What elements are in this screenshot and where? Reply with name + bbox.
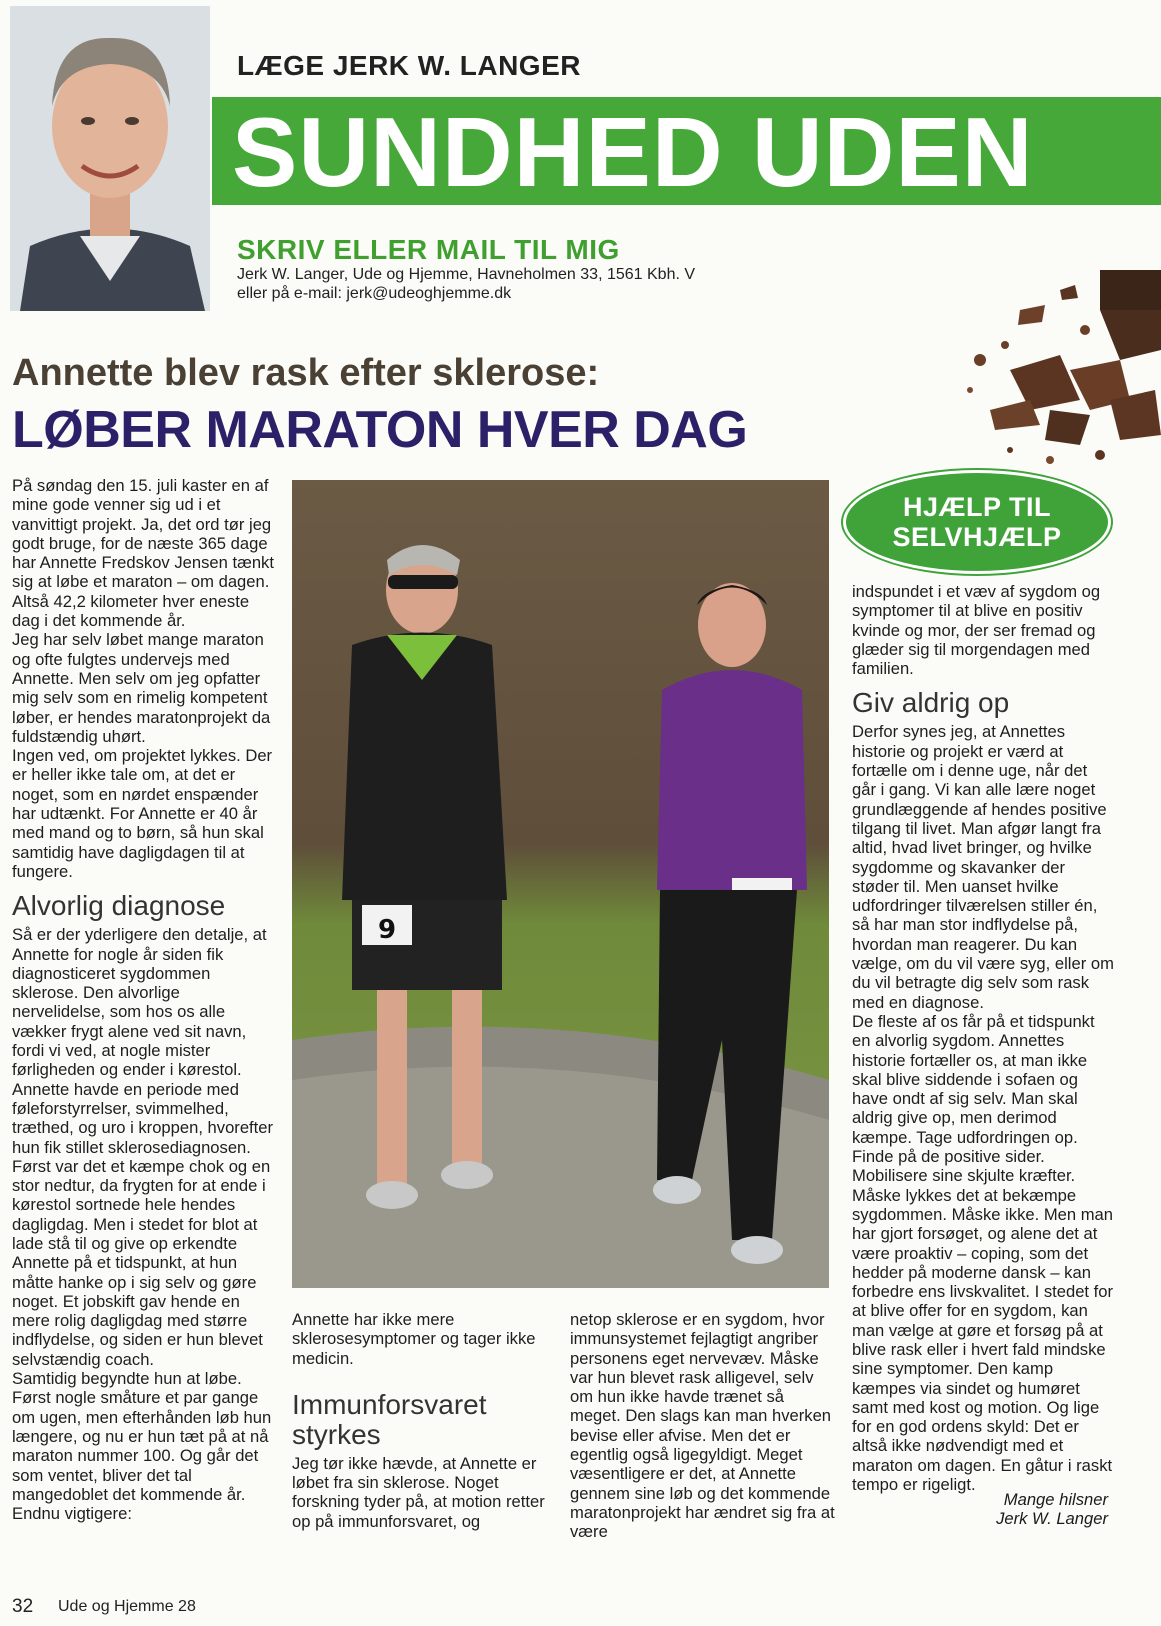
paragraph: Jeg tør ikke hævde, at Annette er løbet fra sin sklerose. Noget forskning tyder på, at motion retter op på immunforsvaret, og: [292, 1453, 545, 1531]
paragraph: Samtidig begyndte hun at løbe. Først nogle småture et par gange om ugen, men efterhånden løb hun længere, og nu er hun tæt på at nå maraton nummer 100. Og går det som ventet, bliver det tal mangedoblet det kommende år. Endnu vigtigere:: [12, 1369, 272, 1524]
subheading-alvorlig-diagnose: Alvorlig diagnose: [12, 890, 226, 922]
help-badge: [843, 470, 1111, 574]
paragraph: De fleste af os får på et tidspunkt en alvorlig sygdom. Annettes historie fortæller os, at man ikke skal blive siddende i sofaen og have ondt af sig selv. Man skal aldrig give op, men derimod kæmpe. Tage udfordringen op. Finde på de positive sider. Mobilisere sine skjulte kræfter.: [852, 1011, 1095, 1186]
article-kicker: Annette blev rask efter sklerose:: [12, 352, 600, 394]
signoff: [970, 1490, 1108, 1529]
subheading-immunforsvaret: Immunforsvaret styrkes: [292, 1388, 487, 1450]
paragraph: indspundet i et væv af sygdom og symptomer til at blive en positiv kvinde og mor, der ser fremad og glæder sig til morgendagen med familien.: [852, 582, 1101, 679]
column-4: [852, 582, 1114, 1494]
signoff-author: Jerk W. Langer: [996, 1509, 1108, 1529]
contact-address: Jerk W. Langer, Ude og Hjemme, Havneholmen 33, 1561 Kbh. V: [237, 266, 696, 283]
column-3: [570, 1310, 838, 1542]
paragraph: På søndag den 15. juli kaster en af mine gode venner sig ud i et vanvittigt projekt. Ja, det ord tør jeg godt bruge, for de næste 365 dage har Annette Fredskov Jensen tænkt sig at løbe et maraton – om dagen. Altså 42,2 kilometer hver eneste dag i det kommende år.: [12, 476, 274, 631]
author-byline: LÆGE JERK W. LANGER: [237, 50, 581, 81]
badge-line-2: SELVHJÆLP: [892, 522, 1062, 552]
contact-email: eller på e-mail: jerk@udeoghjemme.dk: [237, 285, 512, 302]
column-1: [12, 476, 274, 1523]
signoff-greeting: Mange hilsner: [1003, 1490, 1108, 1509]
column-2: [292, 1310, 556, 1531]
article-headline: LØBER MARATON HVER DAG: [12, 401, 748, 459]
bib-number: 9: [377, 915, 397, 945]
page-number: 32: [12, 1596, 34, 1617]
contact-title: SKRIV ELLER MAIL TIL MIG: [237, 234, 620, 265]
rubric-title: SUNDHED UDEN: [232, 97, 1034, 207]
paragraph: Så er der yderligere den detalje, at Annette for nogle år siden fik diagnosticeret sygdommen sklerose. Den alvorlige nervelidelse, som hos os alle vækker frygt alene ved sit navn, fordi vi ved, at nogle mister førligheden og ender i kørestol.: [12, 925, 267, 1080]
paragraph: Ingen ved, om projektet lykkes. Der er heller ikke tale om, at det er noget, som en nørdet enspænder har udtænkt. For Annette er 40 år med mand og to børn, så hun skal samtidig have dagligdagen til at fungere.: [12, 746, 273, 881]
runners-photo: [292, 480, 829, 1288]
badge-line-1: HJÆLP TIL: [902, 492, 1052, 522]
paragraph: netop sklerose er en sygdom, hvor immunsystemet fejlagtigt angriber personens eget nervevæv. Måske var hun blevet rask alligevel, selv om hun ikke havde trænet så meget. Den slags kan man hverken bevise eller afvise. Men det er egentlig også ligegyldigt. Meget væsentligere er det, at Annette gennem sine løb og det kommende maratonprojekt har ændret sig fra at være: [570, 1310, 835, 1542]
paragraph: Annette havde en periode med føleforstyrrelser, svimmelhed, træthed, og uro i kroppen, hvorefter hun fik stillet sklerosediagnosen. Først var det et kæmpe chok og en stor nedtur, da frygten for at ende i kørestol sortnede hele hendes dagligdag. Men i stedet for blot at lade stå til og give op erkendte Annette på et tidspunkt, at hun måtte hanke op i sig selv og gøre noget. Et jobskift gav hende en mere rolig dagligdag med større indflydelse, og siden er hun blevet selvstændig coach.: [12, 1079, 274, 1369]
author-portrait: [10, 6, 210, 311]
photo-caption: Annette har ikke mere sklerosesymptomer og tager ikke medicin.: [292, 1310, 536, 1368]
paragraph: Derfor synes jeg, at Annettes historie og projekt er værd at fortælle om i denne uge, når det går i gang. Vi kan alle lære noget grundlæggende af hendes positive tilgang til livet. Man afgør langt fra altid, hvad livet bringer, og hvilke sygdomme og skavanker der støder til. Men uanset hvilke udfordringer tilværelsen stiller én, så har man stor indflydelse på, hvordan man reagerer. Du kan vælge, om du vil være syg, eller om du vil betragte dig selv som rask med en diagnose.: [852, 722, 1114, 1012]
paragraph: Jeg har selv løbet mange maraton og ofte fulgtes undervejs med Annette. Men selv om jeg opfatter mig selv som en rimelig kompetent løber, er hendes maratonprojekt da fuldstændig uhørt.: [12, 630, 271, 746]
magazine-issue: Ude og Hjemme 28: [58, 1598, 196, 1615]
paragraph: Måske lykkes det at bekæmpe sygdommen. Måske ikke. Men man har gjort forsøget, og alene det at være proaktiv – coping, som det hedder på moderne dansk – kan forbedre ens livskvalitet. I stedet for at blive offer for en sygdom, kan man vælge at gøre et forsøg på at blive rask eller i hvert fald mindske sine symptomer. Den kamp kæmpes via sindet og humøret samt med kost og motion. Og lige for en god ordens skyld: Det er altså ikke nødvendigt med et maraton om dagen. En gåtur i raskt tempo er rigeligt.: [852, 1185, 1114, 1495]
chocolate-illustration: [950, 250, 1161, 480]
subheading-giv-aldrig-op: Giv aldrig op: [852, 687, 1010, 719]
